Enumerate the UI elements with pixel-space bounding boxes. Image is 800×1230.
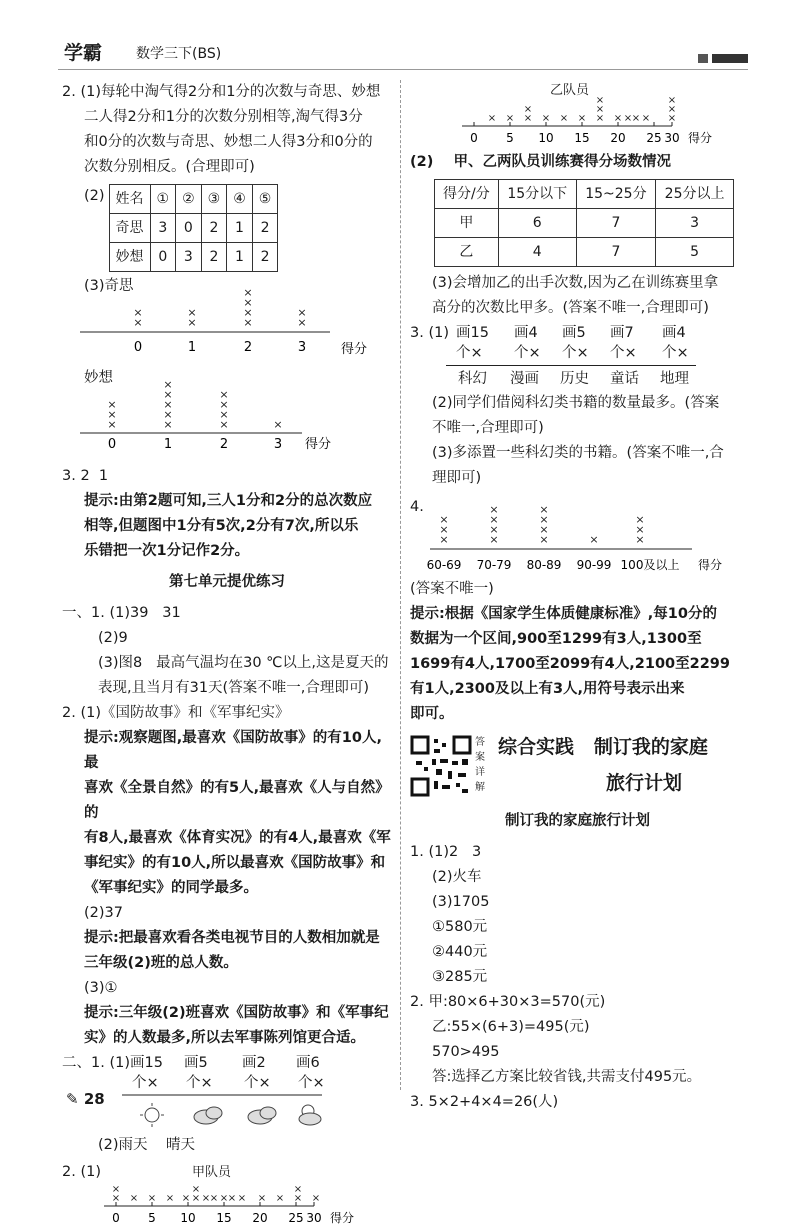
hint-line: 提示:由第2题可知,三人1分和2分的总次数应 — [84, 493, 373, 509]
practice-header — [410, 731, 745, 803]
svg-text:80-89: 80-89 — [526, 558, 562, 572]
table-cell: 1 — [227, 243, 253, 272]
miaoxiang-label: 妙想 — [84, 370, 113, 386]
qr-caption-char: 案 — [475, 752, 485, 763]
hint-line: 1699有4人,1700至2099有4人,2100至2299 — [410, 656, 730, 672]
practice-title-2: 旅行计划 — [606, 772, 683, 794]
axis-label: 得分 — [340, 342, 368, 357]
svg-text:×: × — [613, 113, 623, 124]
svg-text:×: × — [129, 1193, 139, 1204]
x-mark: × — [163, 418, 173, 431]
book-label: 画7 — [610, 325, 634, 341]
table-cell: 0 — [176, 214, 202, 243]
jia-block — [62, 1158, 392, 1228]
x-mark: × — [243, 296, 253, 309]
table-cell: ⑤ — [252, 185, 278, 214]
x-mark: × — [163, 388, 173, 401]
svg-text:×: × — [191, 1193, 201, 1204]
answer-line: 3. 5×2+4×4=26(人) — [410, 1094, 559, 1110]
x-mark: × — [163, 398, 173, 411]
svg-text:×: × — [311, 1193, 321, 1204]
yi-dot-plot — [460, 95, 745, 150]
svg-text:×: × — [631, 113, 641, 124]
header-bar — [712, 54, 748, 63]
s4-label: 2. (1) — [62, 1164, 101, 1180]
x-mark: × — [243, 306, 253, 319]
table-cell: 奇思 — [109, 214, 150, 243]
svg-text:得分: 得分 — [687, 131, 713, 145]
svg-text:60-69: 60-69 — [426, 558, 462, 572]
svg-text:×: × — [275, 1193, 285, 1204]
left-column — [62, 80, 392, 1228]
x-mark: × — [107, 408, 117, 421]
jia-dot-plot — [102, 1178, 392, 1230]
svg-text:70-79: 70-79 — [476, 558, 512, 572]
book-cat: 历史 — [560, 371, 589, 387]
hint-line: 《军事纪实》的同学最多。 — [84, 880, 258, 896]
svg-text:×: × — [539, 503, 549, 516]
weather-mark: 个× — [186, 1075, 213, 1091]
s1-line: 一、1. (1)39 31 — [62, 605, 181, 621]
x-mark: × — [107, 418, 117, 431]
yi-title: 乙队员 — [550, 83, 590, 98]
table2-title: (2) 甲、乙两队员训练赛得分场数情况 — [410, 154, 672, 170]
svg-text:×: × — [489, 533, 499, 546]
svg-text:25: 25 — [646, 131, 662, 145]
table-cell: 2 — [201, 214, 227, 243]
right-column — [410, 80, 745, 1115]
svg-text:×: × — [577, 113, 587, 124]
s3-2-line: (2)雨天 晴天 — [98, 1137, 195, 1153]
svg-text:×: × — [257, 1193, 267, 1204]
book-label: 画4 — [514, 325, 538, 341]
q4-note: (答案不唯一) — [410, 581, 494, 597]
weather-block — [62, 1051, 392, 1133]
table-cell: 3 — [656, 209, 734, 238]
weather-label: 画5 — [184, 1055, 208, 1071]
table-cell: 7 — [576, 209, 655, 238]
svg-text:25: 25 — [288, 1211, 304, 1225]
svg-text:×: × — [541, 113, 551, 124]
answer-line: 1. (1)2 3 — [410, 844, 482, 860]
answer-line: 2. 甲:80×6+30×3=570(元) — [410, 994, 606, 1010]
weather-mark: 个× — [244, 1075, 271, 1091]
brand-logo: 学霸 — [64, 42, 103, 64]
x-mark: × — [187, 306, 197, 319]
x-mark: × — [187, 316, 197, 329]
page-number: 28 — [83, 1090, 105, 1108]
book-cat: 地理 — [660, 371, 689, 387]
svg-text:100及以上: 100及以上 — [620, 558, 680, 572]
q3-3-line: (3)多添置一些科幻类的书籍。(答案不唯一,合 — [432, 445, 724, 461]
weather-icons — [122, 1093, 332, 1133]
x-mark: × — [297, 316, 307, 329]
qr-caption — [475, 735, 487, 795]
s2-line: (3)① — [84, 980, 118, 996]
qr-caption-char: 答 — [475, 737, 485, 748]
svg-text:0: 0 — [470, 131, 478, 145]
answer-line: ②440元 — [432, 944, 488, 960]
table-cell: 25分以上 — [656, 180, 734, 209]
svg-text:得分: 得分 — [329, 1211, 355, 1225]
s2-line: (2)37 — [84, 905, 123, 921]
q2-3-line: (3)会增加乙的出手次数,因为乙在训练赛里拿 — [432, 275, 719, 291]
svg-text:×: × — [201, 1193, 211, 1204]
hint-line: 实》的人数最多,所以去军事陈列馆更合适。 — [84, 1030, 366, 1046]
svg-text:×: × — [589, 533, 599, 546]
table-header-row — [435, 180, 734, 209]
svg-text:得分: 得分 — [697, 558, 723, 572]
svg-text:30: 30 — [306, 1211, 322, 1225]
svg-text:×: × — [635, 523, 645, 536]
table-cell: 0 — [150, 243, 176, 272]
book-cat: 科幻 — [458, 371, 487, 387]
x-mark: × — [163, 378, 173, 391]
svg-text:15: 15 — [574, 131, 590, 145]
stats-table — [434, 179, 734, 267]
hint-line: 提示:三年级(2)班喜欢《国防故事》和《军事纪 — [84, 1005, 389, 1021]
svg-text:5: 5 — [148, 1211, 156, 1225]
svg-text:×: × — [539, 523, 549, 536]
weather-mark: 个× — [132, 1075, 159, 1091]
s1-line: (2)9 — [98, 630, 128, 646]
answer-line: 乙:55×(6+3)=495(元) — [432, 1019, 590, 1035]
x-mark: × — [243, 316, 253, 329]
q3-answer: 3. 2 1 — [62, 468, 109, 484]
svg-text:×: × — [559, 113, 569, 124]
svg-text:×: × — [623, 113, 633, 124]
book-cat: 童话 — [610, 371, 639, 387]
x-mark: × — [163, 408, 173, 421]
book-cat: 漫画 — [510, 371, 539, 387]
hint-line: 提示:把最喜欢看各类电视节目的人数相加就是 — [84, 930, 380, 946]
cloud-icon — [248, 1107, 276, 1124]
book-block — [410, 321, 745, 387]
tick-label: 0 — [133, 340, 143, 355]
svg-text:×: × — [489, 523, 499, 536]
sun-icon — [140, 1103, 164, 1127]
svg-text:×: × — [293, 1184, 303, 1195]
x-mark: × — [219, 388, 229, 401]
q3-2-line: (2)同学们借阅科幻类书籍的数量最多。(答案 — [432, 395, 720, 411]
book-axis — [446, 365, 696, 366]
table-cell: 15~25分 — [576, 180, 655, 209]
svg-text:×: × — [111, 1193, 121, 1204]
svg-text:×: × — [209, 1193, 219, 1204]
weather-label: 画2 — [242, 1055, 266, 1071]
score-table — [109, 184, 279, 272]
answer-line: ③285元 — [432, 969, 488, 985]
x-mark: × — [297, 306, 307, 319]
svg-text:×: × — [667, 95, 677, 106]
svg-text:×: × — [181, 1193, 191, 1204]
sub-title: 制订我的家庭旅行计划 — [505, 813, 650, 829]
x-mark: × — [273, 418, 283, 431]
book-mark: 个× — [562, 345, 589, 361]
answer-line: ①580元 — [432, 919, 488, 935]
table-row — [435, 238, 734, 267]
q2-2-label: (2) — [84, 188, 105, 204]
jia-title: 甲队员 — [192, 1165, 232, 1180]
svg-text:×: × — [667, 113, 677, 124]
svg-text:×: × — [595, 95, 605, 106]
q2-3-line: 高分的次数比甲多。(答案不唯一,合理即可) — [432, 300, 709, 316]
header-rule — [58, 69, 748, 70]
score-dot-plot — [426, 497, 745, 577]
cloud-icon — [194, 1107, 222, 1124]
hint-line: 喜欢《全景自然》的有5人,最喜欢《人与自然》的 — [84, 780, 390, 821]
q2-1-line: 2. (1)每轮中淘气得2分和1分的次数与奇思、妙想 — [62, 84, 381, 100]
q2-3-label: (3)奇思 — [84, 278, 134, 294]
table-row — [109, 243, 278, 272]
table-cell: 甲 — [435, 209, 499, 238]
table-cell: 1 — [227, 214, 253, 243]
table-cell: 2 — [252, 243, 278, 272]
svg-text:×: × — [111, 1184, 121, 1195]
qr-code-icon[interactable] — [410, 735, 472, 797]
table-cell: 5 — [656, 238, 734, 267]
svg-text:×: × — [505, 113, 515, 124]
s2-line: 2. (1)《国防故事》和《军事纪实》 — [62, 705, 290, 721]
book-mark: 个× — [456, 345, 483, 361]
table-cell: 6 — [498, 209, 576, 238]
pencil-icon: ✎ — [66, 1090, 79, 1108]
svg-text:×: × — [191, 1184, 201, 1195]
svg-text:×: × — [227, 1193, 237, 1204]
x-mark: × — [133, 306, 143, 319]
s3-label: 二、1. (1) — [62, 1055, 130, 1071]
table-cell: 3 — [176, 243, 202, 272]
tick-label: 0 — [107, 437, 117, 452]
practice-title: 综合实践 制订我的家庭 — [498, 736, 708, 758]
svg-text:10: 10 — [180, 1211, 196, 1225]
table-cell: 得分/分 — [435, 180, 499, 209]
book-label: 画15 — [456, 325, 489, 341]
score-block — [410, 491, 745, 577]
header-mark — [698, 54, 708, 63]
svg-text:×: × — [539, 513, 549, 526]
weather-label: 画6 — [296, 1055, 320, 1071]
answer-line: (3)1705 — [432, 894, 490, 910]
hint-line: 有8人,最喜欢《体育实况》的有4人,最喜欢《军 — [84, 830, 391, 846]
hint-line: 有1人,2300及以上有3人,用符号表示出来 — [410, 681, 685, 697]
s1-line: 表现,且当月有31天(答案不唯一,合理即可) — [98, 680, 369, 696]
svg-text:×: × — [489, 503, 499, 516]
table-cell: 15分以下 — [498, 180, 576, 209]
x-mark: × — [219, 398, 229, 411]
svg-text:90-99: 90-99 — [576, 558, 612, 572]
table-cell: 2 — [201, 243, 227, 272]
subject-label: 数学三下(BS) — [136, 46, 222, 62]
svg-text:×: × — [487, 113, 497, 124]
svg-text:5: 5 — [506, 131, 514, 145]
table-row — [109, 214, 278, 243]
q2-1-line: 和0分的次数与奇思、妙想二人得3分和0分的 — [84, 134, 373, 150]
qr-caption-char: 解 — [475, 782, 485, 793]
svg-text:×: × — [165, 1193, 175, 1204]
book-mark: 个× — [610, 345, 637, 361]
table-cell: 姓名 — [109, 185, 150, 214]
table-row — [435, 209, 734, 238]
book-label: 画4 — [662, 325, 686, 341]
answer-line: (2)火车 — [432, 869, 482, 885]
tick-label: 1 — [163, 437, 173, 452]
tick-label: 1 — [187, 340, 197, 355]
column-divider — [400, 80, 401, 1090]
tick-label: 2 — [219, 437, 229, 452]
x-mark: × — [219, 408, 229, 421]
table-cell: 妙想 — [109, 243, 150, 272]
table-cell: 4 — [498, 238, 576, 267]
q3-2-line: 不唯一,合理即可) — [432, 420, 544, 436]
svg-text:×: × — [293, 1193, 303, 1204]
table-cell: ② — [176, 185, 202, 214]
page-footer — [66, 1090, 105, 1108]
q2-1-line: 次数分别相反。(合理即可) — [84, 159, 255, 175]
table-cell: ④ — [227, 185, 253, 214]
yi-block — [410, 80, 745, 150]
svg-text:×: × — [489, 513, 499, 526]
svg-text:×: × — [439, 533, 449, 546]
tick-label: 3 — [273, 437, 283, 452]
svg-text:×: × — [439, 523, 449, 536]
hint-line: 数据为一个区间,900至1299有3人,1300至 — [410, 631, 702, 647]
svg-text:0: 0 — [112, 1211, 120, 1225]
svg-text:10: 10 — [538, 131, 554, 145]
svg-text:×: × — [523, 113, 533, 124]
q2-1-line: 二人得2分和1分的次数分别相等,淘气得3分 — [84, 109, 363, 125]
table-header-row — [109, 185, 278, 214]
svg-text:×: × — [147, 1193, 157, 1204]
book-mark: 个× — [514, 345, 541, 361]
unit-title: 第七单元提优练习 — [169, 574, 285, 590]
weather-mark: 个× — [298, 1075, 325, 1091]
book-mark: 个× — [662, 345, 689, 361]
book-label: 画5 — [562, 325, 586, 341]
q3-3-line: 理即可) — [432, 470, 482, 486]
svg-text:20: 20 — [252, 1211, 268, 1225]
axis-label: 得分 — [304, 437, 332, 452]
hint-line: 相等,但题图中1分有5次,2分有7次,所以乐 — [84, 518, 359, 534]
hint-line: 提示:根据《国家学生体质健康标准》,每10分的 — [410, 606, 717, 622]
table-cell: 乙 — [435, 238, 499, 267]
q3-label: 3. (1) — [410, 325, 449, 341]
hint-line: 乐错把一次1分记作2分。 — [84, 543, 250, 559]
q4-label: 4. — [410, 499, 424, 515]
s1-line: (3)图8 最高气温均在30 ℃以上,这是夏天的 — [98, 655, 389, 671]
table-cell: 2 — [252, 214, 278, 243]
svg-text:×: × — [635, 533, 645, 546]
sun-cloud-icon — [299, 1105, 321, 1125]
page-header — [58, 30, 748, 70]
x-mark: × — [133, 316, 143, 329]
svg-text:30: 30 — [664, 131, 680, 145]
hint-line: 提示:观察题图,最喜欢《国防故事》的有10人,最 — [84, 730, 382, 771]
answer-line: 570>495 — [432, 1044, 500, 1060]
svg-text:20: 20 — [610, 131, 626, 145]
svg-text:×: × — [595, 104, 605, 115]
svg-text:×: × — [219, 1193, 229, 1204]
x-mark: × — [243, 286, 253, 299]
svg-text:×: × — [641, 113, 651, 124]
weather-label: 画15 — [130, 1055, 163, 1071]
qr-caption-char: 详 — [475, 767, 485, 778]
hint-line: 事纪实》的有10人,所以最喜欢《国防故事》和 — [84, 855, 386, 871]
svg-text:×: × — [595, 113, 605, 124]
svg-text:×: × — [439, 513, 449, 526]
table-cell: 7 — [576, 238, 655, 267]
answer-line: 答:选择乙方案比较省钱,共需支付495元。 — [432, 1069, 702, 1085]
table-cell: 3 — [150, 214, 176, 243]
hint-line: 三年级(2)班的总人数。 — [84, 955, 238, 971]
tick-label: 2 — [243, 340, 253, 355]
svg-text:×: × — [667, 104, 677, 115]
svg-text:×: × — [523, 104, 533, 115]
hint-line: 即可。 — [410, 706, 454, 722]
tick-label: 3 — [297, 340, 307, 355]
table-cell: ③ — [201, 185, 227, 214]
svg-text:×: × — [539, 533, 549, 546]
svg-text:×: × — [237, 1193, 247, 1204]
x-mark: × — [107, 398, 117, 411]
svg-text:×: × — [635, 513, 645, 526]
table-cell: ① — [150, 185, 176, 214]
svg-text:15: 15 — [216, 1211, 232, 1225]
x-mark: × — [219, 418, 229, 431]
